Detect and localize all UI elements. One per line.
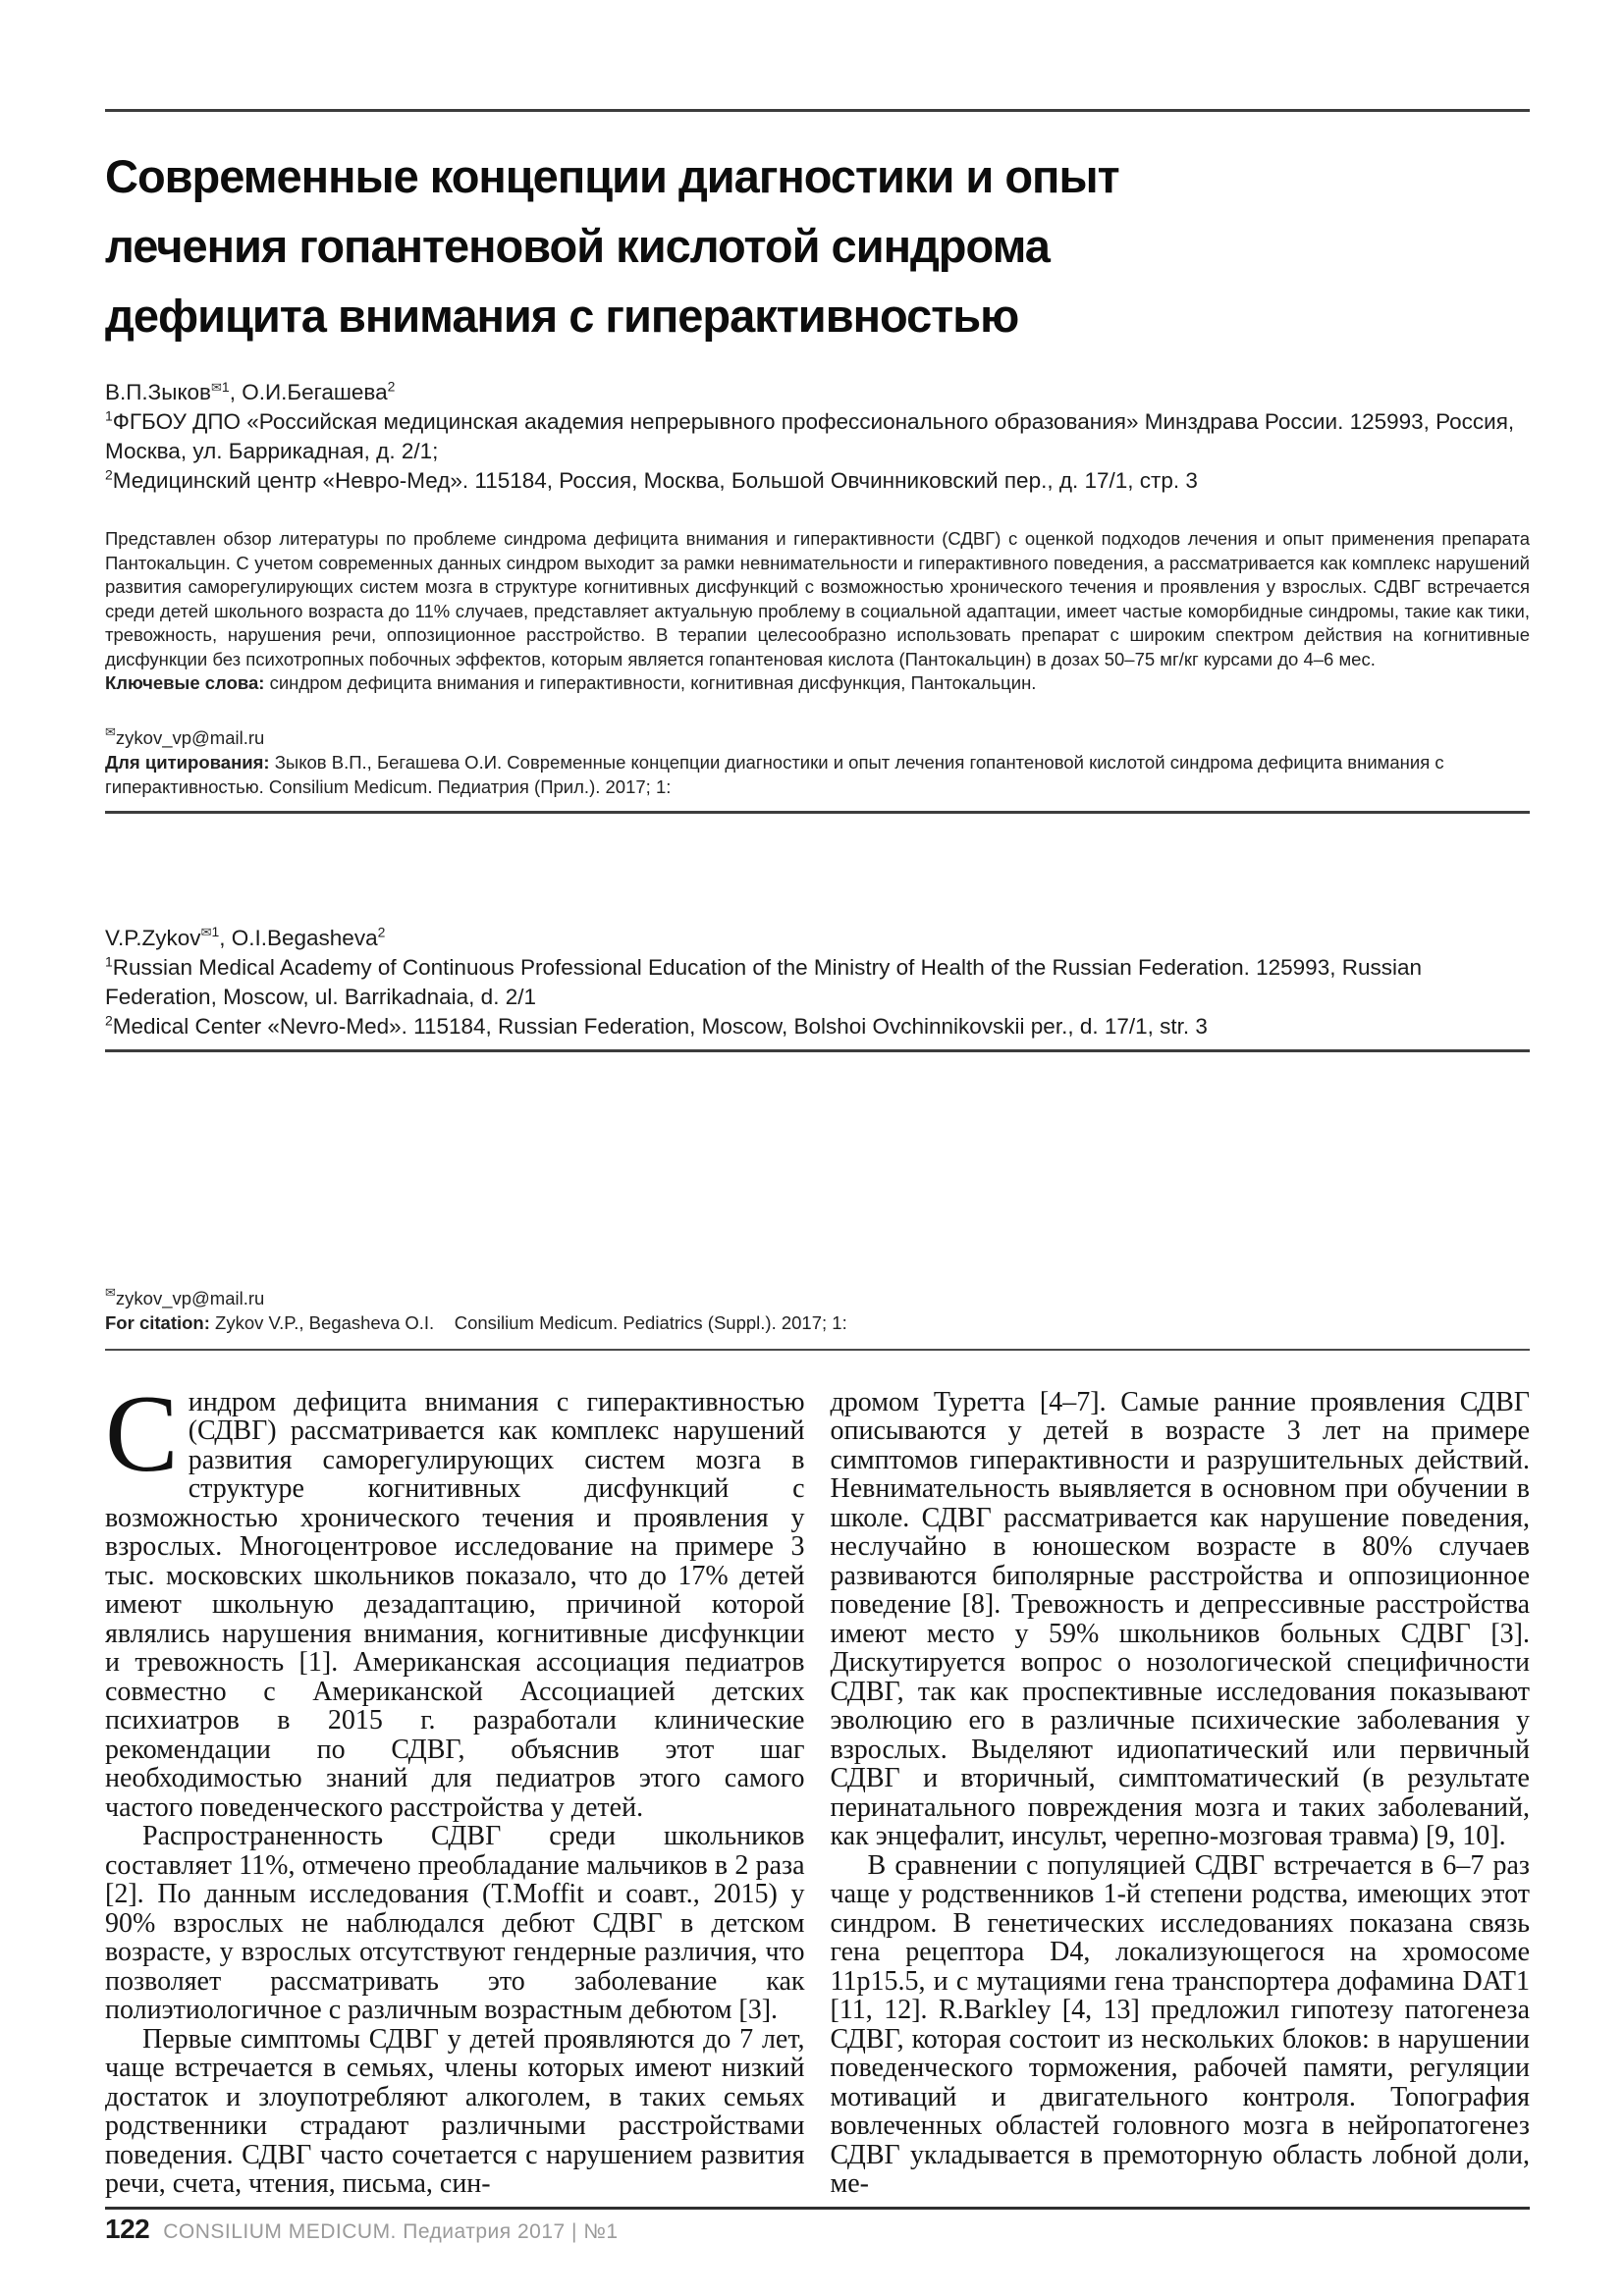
article-body [105, 1372, 1530, 2199]
email-en-line [105, 1286, 1530, 1310]
author-ru-2: , О.И.Бегашева [229, 380, 388, 404]
citation-ru-label: Для цитирования: [105, 751, 270, 773]
keywords-ru-label: Ключевые слова: [105, 672, 265, 693]
affiliation-ru-1-text: ФГБОУ ДПО «Российская медицинская академия непрерывного профессионального образования» Минздрава России. 125993, Россия, Москва, ул. Баррикадная, д. 2/1; [105, 409, 1515, 463]
email-en-address: zykov_vp@mail.ru [115, 1287, 265, 1308]
affiliation-ru-2-sup: 2 [105, 466, 113, 483]
affiliation-en-2 [105, 1012, 1530, 1041]
affiliation-en-1 [105, 953, 1530, 1012]
author-en-1-sup: 1 [211, 924, 220, 939]
author-en-2: , O.I.Begasheva [219, 925, 378, 950]
body-paragraph: Распространенность СДВГ среди школьников составляет 11%, отмечено преобладание мальчиков в 2 раза [2]. По данным исследования (T.Moffit и соавт., 2015) у 90% взрослых не наблюдался дебют СДВГ в детском возрасте, у взрослых отсутствуют гендерные различия, что позволяет рассматривать это заболевание как полиэтиологичное с различным возрастным дебютом [3]. [105, 1821, 805, 2025]
author-ru-2-sup: 2 [387, 378, 396, 395]
body-paragraph: Первые симптомы СДВГ у детей проявляются до 7 лет, чаще встречается в семьях, члены которых имеют низкий достаток и злоупотребляют алкоголем, в таких семьях родственники страдают различными расстройствами поведения. СДВГ часто сочетается с нарушением развития речи, счета, чтения, письма, син- [105, 2023, 805, 2199]
keywords-ru-text: синдром дефицита внимания и гиперактивности, когнитивная дисфункция, Пантокальцин. [264, 672, 1037, 693]
body-column-right [831, 1388, 1531, 2199]
body-paragraph: В сравнении с популяцией СДВГ встречается в 6–7 раз чаще у родственников 1-й степени родства, имеющих этот синдром. В генетических исследованиях показана связь гена рецептора D4, локализующегося на хромосоме 11p15.5, и с мутациями гена транспортера дофамина DAT1 [11, 12]. R.Barkley [4, 13] предложил гипотезу патогенеза СДВГ, которая состоит из нескольких блоков: в нарушении поведенческого торможения, рабочей памяти, регуляции мотиваций и двигательного контроля. Топография вовлеченных областей головного мозга в нейропатогенез СДВГ укладывается в премоторную область лобной доли, ме- [830, 1849, 1530, 2199]
keywords-ru-line [105, 671, 1530, 696]
affiliation-en-1-text: Russian Medical Academy of Continuous Professional Education of the Ministry of Health of the Russian Federation. 125993, Russian Federation, Moscow, ul. Barrikadnaia, d. 2/1 [105, 954, 1423, 1009]
citation-en-text: Zykov V.P., Begasheva O.I. Consilium Medicum. Pediatrics (Suppl.). 2017; 1: [209, 1311, 847, 1333]
contact-en-block [105, 1286, 1530, 1335]
divider-rule-body [105, 1349, 1530, 1351]
page-number: 122 [105, 2214, 150, 2244]
author-ru-1-mark [211, 379, 230, 395]
mail-icon: ✉ [105, 1285, 116, 1301]
author-en-1-mark [201, 924, 220, 939]
body-column-left [105, 1372, 805, 2199]
mail-icon: ✉ [105, 724, 116, 740]
citation-ru-line [105, 750, 1530, 799]
dropcap-letter: С [105, 1372, 179, 1495]
citation-en-label: For citation: [105, 1311, 210, 1333]
mail-icon: ✉ [200, 925, 212, 939]
authors-en-line [105, 924, 1530, 953]
affiliation-ru-2 [105, 466, 1530, 496]
abstract-ru-text: Представлен обзор литературы по проблеме синдрома дефицита внимания и гиперактивности (СДВГ) с оценкой подходов лечения и опыт применения препарата Пантокальцин. С учетом современных данных синдром выходит за рамки невнимательности и гиперактивного поведения, а рассматривается как комплекс нарушений развития саморегулирующих систем мозга в структуре когнитивных дисфункций с возможностью хронического течения и проявления у взрослых. СДВГ встречается среди детей школьного возраста до 11% случаев, представляет актуальную проблему в социальной адаптации, имеет частые коморбидные синдромы, такие как тики, тревожность, нарушения речи, оппозиционное расстройство. В терапии целесообразно использовать препарат с широким спектром действия на когнитивные дисфункции без психотропных побочных эффектов, которым является гопантеновая кислота (Пантокальцин) в дозах 50–75 мг/кг курсами до 4–6 мес. [105, 528, 1530, 669]
mail-icon: ✉ [211, 379, 222, 395]
affiliation-ru-1-sup: 1 [105, 407, 113, 424]
page-content [105, 109, 1530, 2199]
article-title-line-1: Современные концепции диагностики и опыт [105, 150, 1119, 202]
body-paragraph-text: индром дефицита внимания с гиперактивностью (СДВГ) рассматривается как комплекс нарушений развития саморегулирующих систем мозга в структуре когнитивных дисфункций с возможностью хронического течения и проявления у взрослых. Многоцентровое исследование на примере 3 тыс. московских школьников показало, что до 17% детей имеют школьную дезадаптацию, причиной которой являлись нарушения внимания, когнитивные дисфункции и тревожность [1]. Американская ассоциация педиатров совместно с Американской Ассоциацией детских психиатров в 2015 г. разработали клинические рекомендации по СДВГ, объяснив этот шаг необходимостью знаний для педиатров этого самого частого поведенческого расстройства у детей. [105, 1386, 805, 1823]
affiliation-en-1-sup: 1 [105, 953, 113, 969]
citation-en-line [105, 1310, 1530, 1335]
top-rule [105, 109, 1530, 112]
abstract-ru-block [105, 527, 1530, 696]
author-en-1: V.P.Zykov [105, 925, 201, 950]
author-en-2-sup: 2 [377, 924, 386, 939]
body-paragraph: дромом Туретта [4–7]. Самые ранние проявления СДВГ описываются у детей в возрасте 3 лет на примере симптомов гиперактивности и разрушительных действий. Невнимательность выявляется в основном при обучении в школе. СДВГ рассматривается как нарушение поведения, неслучайно в юношеском возрасте в 80% случаев развиваются биполярные расстройства и оппозиционное поведение [8]. Тревожность и депрессивные расстройства имеют место у 59% школьников больных СДВГ [3]. Дискутируется вопрос о нозологической специфичности СДВГ, так как проспективные исследования показывают эволюцию его в различные психические заболевания у взрослых. Выделяют идиопатический или первичный СДВГ и вторичный, симптоматический (в результате перинатального повреждения мозга и таких заболеваний, как энцефалит, инсульт, черепно-мозговая травма) [9, 10]. [830, 1386, 1530, 1851]
article-title [105, 141, 1530, 350]
affiliation-en-2-sup: 2 [105, 1012, 113, 1028]
article-title-line-3: дефицита внимания с гиперактивностью [105, 290, 1019, 342]
article-title-line-2: лечения гопантеновой кислотой синдрома [105, 220, 1050, 272]
author-ru-1: В.П.Зыков [105, 380, 212, 404]
email-ru-address: zykov_vp@mail.ru [115, 726, 265, 748]
page-footer [105, 2207, 1530, 2245]
authors-ru-block [105, 378, 1530, 496]
contact-ru-block [105, 725, 1530, 799]
authors-ru-line [105, 378, 1530, 407]
affiliation-ru-2-text: Медицинский центр «Невро-Мед». 115184, Россия, Москва, Большой Овчинниковский пер., д. 17/1, стр. 3 [112, 468, 1198, 493]
author-ru-1-sup: 1 [221, 378, 230, 395]
citation-ru-text: Зыков В.П., Бегашева О.И. Современные концепции диагностики и опыт лечения гопантеновой кислотой синдрома дефицита внимания с гиперактивностью. Consilium Medicum. Педиатрия (Прил.). 2017; 1: [105, 751, 1444, 797]
journal-name: CONSILIUM MEDICUM. Педиатрия 2017 | №1 [163, 2220, 619, 2243]
divider-rule-ru [105, 811, 1530, 814]
email-ru-line [105, 725, 1530, 750]
affiliation-ru-1 [105, 407, 1530, 466]
affiliation-en-2-text: Medical Center «Nevro-Med». 115184, Russian Federation, Moscow, Bolshoi Ovchinnikovskii per., d. 17/1, str. 3 [112, 1013, 1208, 1039]
authors-en-block [105, 924, 1530, 1041]
body-paragraph [105, 1372, 805, 1823]
divider-rule-en [105, 1049, 1530, 1052]
